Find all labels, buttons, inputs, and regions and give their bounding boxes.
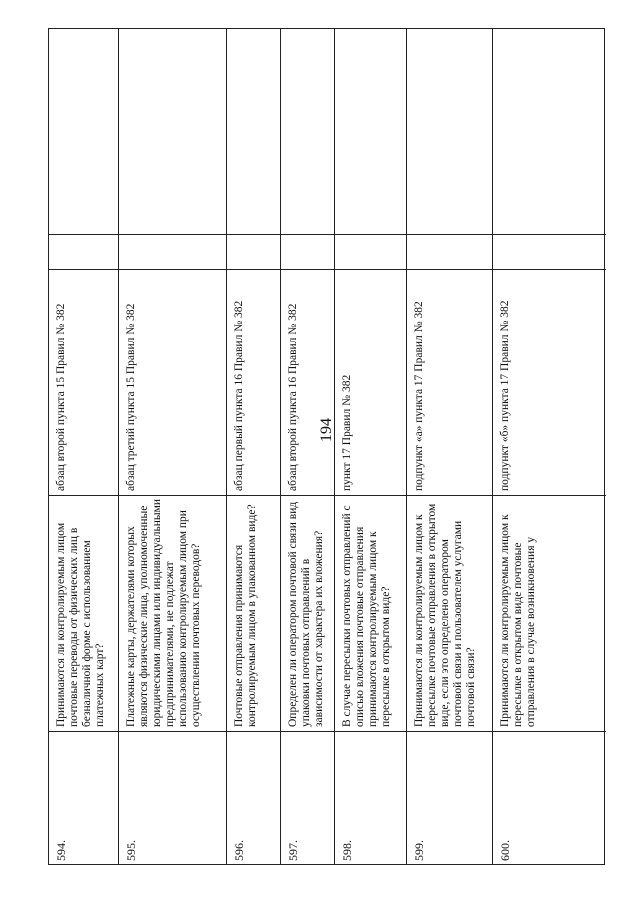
row-number: 596. [232, 840, 246, 861]
row-question: Принимаются ли контролируемым лицом к пересылке почтовые отправления в открытом виде, если это определено оператором почтовой связи и пользователем услугами почтовой связи? [413, 503, 477, 727]
row-reference: подпункт «а» пункта 17 Правил № 382 [413, 301, 425, 491]
row-question: В случае пересылки почтовых отправлений с описью вложения почтовые отправления принимаются контролируемым лицом к пересылке в открытом виде? [341, 505, 392, 727]
row-number: 599. [412, 840, 426, 861]
row-number: 597. [286, 840, 300, 861]
table-row [281, 29, 335, 864]
checklist-table [48, 28, 605, 865]
row-question: Платежные карты, держателями которых являются физические лица, уполномоченные юридическими лицами или индивидуальными предпринимателями, не подлежат использованию контролируемым лицом при осуществлении почтовых переводов? [125, 498, 202, 727]
row-reference: пункт 17 Правил № 382 [341, 374, 353, 491]
row-number: 598. [340, 840, 354, 861]
page-number: 194 [318, 418, 335, 442]
row-question: Принимаются ли контролируемым лицом к пересылке в открытом виде почтовые отправления в случае возникновения у [499, 514, 537, 727]
row-number: 594. [54, 840, 68, 861]
table-row [119, 29, 227, 864]
row-number: 600. [498, 840, 512, 861]
row-reference: абзац второй пункта 15 Правил № 382 [55, 303, 67, 491]
table-row [49, 29, 119, 864]
row-question: Почтовые отправления принимаются контролируемым лицом в упакованном виде? [233, 504, 258, 727]
table-row [407, 29, 493, 864]
table-row [493, 29, 606, 864]
row-question: Принимаются ли контролируемым лицом почтовые переводы от физических лиц в безналичной форме с использованием платежных карт? [55, 522, 106, 727]
row-reference: абзац третий пункта 15 Правил № 382 [125, 303, 137, 491]
row-question: Определен ли оператором почтовой связи вид упаковки почтовых отправлений в зависимости от характера их вложения? [287, 501, 325, 727]
row-number: 595. [124, 840, 138, 861]
table-row [227, 29, 281, 864]
row-reference: подпункт «б» пункта 17 Правил № 382 [499, 300, 511, 491]
table-row [335, 29, 407, 864]
row-reference: абзац второй пункта 16 Правил № 382 [287, 303, 299, 491]
row-reference: абзац первый пункта 16 Правил № 382 [233, 300, 245, 491]
